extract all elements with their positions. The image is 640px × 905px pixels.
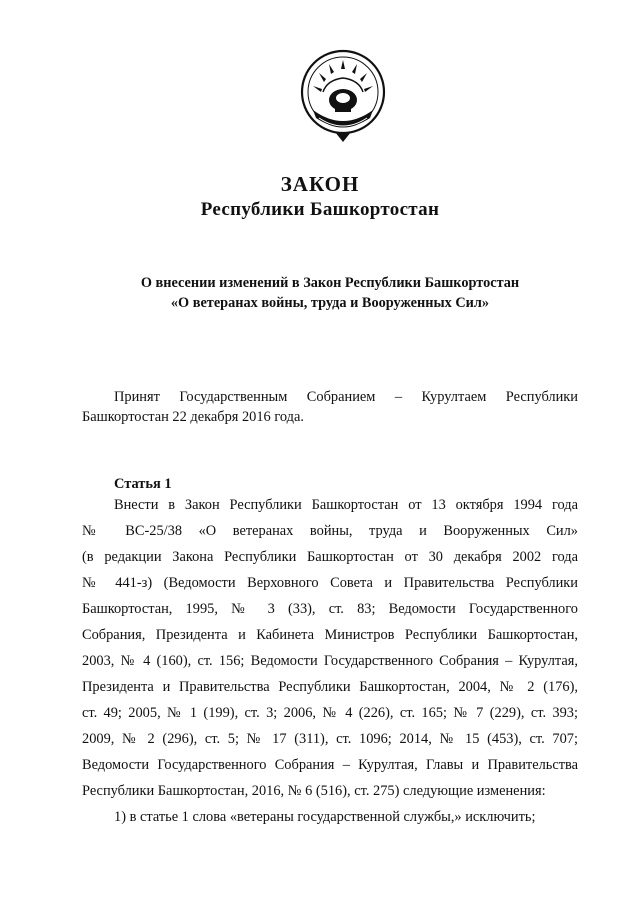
document-issuer: Республики Башкортостан [200,199,440,220]
article-line: Внести в Закон Республики Башкортостан от 13 октября 1994 года [114,497,578,513]
amendment-item: 1) в статье 1 слова «ветераны государственной службы,» исключить; [114,809,536,825]
article-line: № ВС-25/38 «О ветеранах войны, труда и Вооруженных Сил» [82,523,578,539]
coat-of-arms-icon [299,48,387,146]
adoption-line: Принят Государственным Собранием – Курултаем Республики [114,389,578,405]
law-title [82,273,578,313]
article-line: (в редакции Закона Республики Башкортостан от 30 декабря 2002 года [82,549,578,565]
article-line: 2009, № 2 (296), ст. 5; № 17 (311), ст. 1096; 2014, № 15 (453), ст. 707; [82,731,578,747]
document-type: ЗАКОН [280,172,360,196]
article-line: Собрания, Президента и Кабинета Министров Республики Башкортостан, [82,627,578,643]
article-line: Башкортостан, 1995, № 3 (33), ст. 83; Ведомости Государственного [82,601,578,617]
article-heading: Статья 1 [114,476,172,492]
article-line: Ведомости Государственного Собрания – Курултая, Главы и Правительства [82,757,578,773]
article-line: Президента и Правительства Республики Башкортостан, 2004, № 2 (176), [82,679,578,695]
article-line: № 441-з) (Ведомости Верховного Совета и Правительства Республики [82,575,578,591]
article-line: ст. 49; 2005, № 1 (199), ст. 3; 2006, № 4 (226), ст. 165; № 7 (229), ст. 393; [82,705,578,721]
law-title-line: «О ветеранах войны, труда и Вооруженных Сил» [170,295,490,311]
adoption-line: Башкортостан 22 декабря 2016 года. [82,409,304,425]
article-line: Республики Башкортостан, 2016, № 6 (516), ст. 275) следующие изменения: [82,783,546,799]
article-line: 2003, № 4 (160), ст. 156; Ведомости Государственного Собрания – Курултая, [82,653,578,669]
law-title-line: О внесении изменений в Закон Республики Башкортостан [140,275,520,291]
